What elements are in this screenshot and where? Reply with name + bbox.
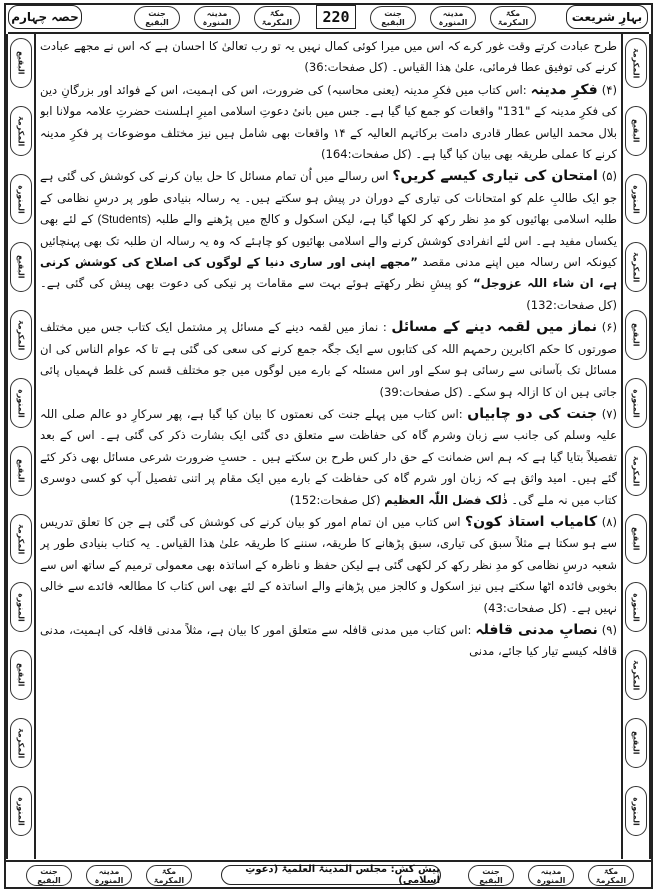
paragraph-body: :اس کتاب میں پہلے جنت کی نعمتوں کا بیان کیا گیا ہے، پھر سرکارِ دو عالم صلی اللہ علیہ وسلم کی جانب سے زبان وشرم گاہ کی حفاظت سے متعلق دی گئی ایک بشارت ذکر کی گئی ہے۔ اس کے بعد تفصیلاً بتایا گیا ہے کہ ہم اس ضمانت کے حق دار کس طرح بن سکتے ہیں ۔ حسبِ ضرورت شرعی مسائل بھی ذکر کئے گئے ہیں۔ امید واثق ہے کہ زبان اور شرم گاہ کی حفاظت کے بارے میں ایک مقام پر اتنی تفصیل آپ کو کسی دوسری کتاب میں نہ ملے گی۔ — [40, 406, 617, 507]
side-ornament: المنورہ — [625, 582, 647, 632]
footer-badge: مدینہ المنورہ — [528, 865, 574, 886]
paragraph-body-2: کے لئے بھی یکساں مفید ہے۔ اس لئے انفرادی کوشش کرنے والے اسلامی بھائیوں کو چاہئے کہ وہ یہ رسالہ ان طلبہ تک بھی پہنچائیں کیونکہ اس رسالہ میں اپنے مدنی مقصد — [40, 212, 617, 270]
side-ornament: البقیع — [10, 446, 32, 496]
footer-badge: مدینہ المنورہ — [86, 865, 132, 886]
entry-number: (۵) — [601, 169, 617, 184]
book-entry-luqma — [40, 317, 617, 403]
side-ornament: المکرمۃ — [625, 242, 647, 292]
entry-number: (۷) — [601, 406, 617, 421]
page-count: (کل صفحات:36) — [304, 60, 388, 75]
entry-heading: جنت کی دو چابیاں — [467, 405, 598, 422]
left-ornament-column — [6, 34, 36, 859]
footer-badge: مکۃ المکرمۃ — [588, 865, 634, 886]
paragraph-body: :اس کتاب میں فکرِ مدینہ (یعنی محاسبہ) کی ضرورت، اس کی اہمیت، اس کے فوائد اور بزرگانِ دین کی فکرِ مدینہ کے "131" واقعات کو جمع کیا گیا ہے۔ جس میں بانیٔ دعوتِ اسلامی امیرِ اہلسنت حضرتِ علامہ مولانا ابو بلال محمد الیاس عطار قادری دامت برکاتہم العالیہ کے ۱۴ واقعات بھی شامل ہیں نیز مختلف موضوعات پر فکرِ مدینہ کرنے کا عملی طریقہ بھی بیان کیا گیا ہے۔ — [40, 82, 617, 162]
publisher-credit: پیش کش: مجلس المدینۃ العلمیۃ (دعوتِ اسلامی) — [221, 865, 441, 885]
book-entry-imtihan — [40, 166, 617, 316]
side-ornament: المکرمۃ — [10, 514, 32, 564]
header-badge: مدینہ المنورہ — [194, 6, 240, 30]
page-count: (کل صفحات:152) — [289, 492, 381, 507]
page-footer — [6, 860, 651, 887]
side-ornament: المنورہ — [10, 378, 32, 428]
paragraph-body: : نماز میں لقمہ دینے کے مسائل پر مشتمل ایک کتاب جس میں مختلف صورتوں کا حکم اکابرین رحمہم اللہ کی کتابوں سے ایک جگہ جمع کرنے کی سعی کی گئی ہے تا کہ عوام الناس کی ان مسائل تک بآسانی سے رسائی ہو سکے اور اس مسئلہ کے بارے میں لوگوں میں جو مختلف قسم کی غلط فہمیاں پائی جاتی ہیں ان کا ازالہ ہو سکے۔ — [40, 320, 617, 399]
page-count: (کل صفحات:132) — [526, 297, 617, 312]
side-ornament: المنورہ — [625, 378, 647, 428]
side-ornament: المنورہ — [625, 786, 647, 836]
entry-number: (۴) — [601, 82, 617, 97]
paragraph-body-3: کو پیشِ نظر رکھتے ہوئے بہت سے مقامات پر نیکی کی دعوت بھی پیش کی گئی ہے۔ — [40, 276, 469, 291]
emphasis-text: ”مجھے اپنی اور ساری دنیا کے لوگوں کی اصلاح کی کوشش کرنی ہے، ان شاء اللہ عزوجل“ — [40, 255, 617, 291]
side-ornament: البقیع — [10, 650, 32, 700]
side-ornament: البقیع — [625, 514, 647, 564]
footer-badge: جنت البقیع — [26, 865, 72, 886]
book-entry-kamyab-ustaz — [40, 512, 617, 619]
side-ornament: البقیع — [625, 718, 647, 768]
paragraph-body: طرح عبادت کرتے وقت غور کرے کہ اس میں میرا کوئی کمال نہیں یہ تو رب تعالیٰ کا احسان ہے کہ اس نے مجھے عبادت کرنے کی توفیق عطا فرمائی، علیٰ ھذا القیاس۔ — [40, 39, 617, 75]
side-ornament: المکرمۃ — [10, 106, 32, 156]
footer-badge: جنت البقیع — [468, 865, 514, 886]
side-ornament: البقیع — [625, 106, 647, 156]
page-count: (کل صفحات:164) — [320, 147, 412, 162]
page-content — [40, 36, 617, 856]
side-ornament: المکرمۃ — [625, 38, 647, 88]
right-ornament-column — [621, 34, 651, 859]
side-ornament: البقیع — [10, 38, 32, 88]
paragraph-continuation — [40, 36, 617, 79]
side-ornament: المنورہ — [10, 786, 32, 836]
entry-heading: فکرِ مدینہ — [530, 81, 598, 98]
header-badge: مکۃ المکرمۃ — [490, 6, 536, 30]
page-count: (کل صفحات:39) — [379, 384, 463, 399]
book-entry-nisab-madani-qafila — [40, 620, 617, 663]
side-ornament: البقیع — [10, 242, 32, 292]
entry-number: (۸) — [601, 514, 617, 529]
side-ornament: البقیع — [625, 310, 647, 360]
page-header — [6, 5, 651, 31]
side-ornament: المکرمۃ — [10, 718, 32, 768]
entry-heading: کامیاب استاذ کون؟ — [465, 513, 598, 530]
side-ornament: المنورہ — [10, 582, 32, 632]
header-rule — [8, 32, 649, 34]
side-ornament: المکرمۃ — [10, 310, 32, 360]
entry-heading: نماز میں لقمہ دینے کے مسائل — [391, 319, 598, 336]
header-badge: مکۃ المکرمۃ — [254, 6, 300, 30]
header-badge: جنت البقیع — [134, 6, 180, 30]
book-entry-jannat-ki-chabiyan — [40, 404, 617, 511]
paragraph-body: اس رسالے میں اُن تمام مسائل کا حل بیان کرنے کی کوشش کی گئی ہے جو ایک طالبِ علم کو امتحانات کی تیاری کے دوران در پیش ہو سکتے ہیں۔ یہ رسالہ بنیادی طور پر درسِ نظامی کے طلبہ اسلامی بھائیوں کو مدِ نظر رکھ کر لکھا گیا ہے، لیکن اسکول و کالج میں پڑھنے والے طلبہ — [40, 169, 617, 227]
emphasis-text: ذٰلک فضل اللّٰہ العظیم — [384, 492, 508, 507]
book-title: بہارِ شریعت — [566, 5, 648, 29]
book-entry-fikr-e-madina — [40, 80, 617, 166]
paragraph-body: اس کتاب میں ان تمام امور کو بیان کرنے کی کوشش کی گئی ہے جن کا تعلق تدریس سے ہو سکتا ہے مثلاً سبق کی تیاری، سبق پڑھانے کا طریقہ، سننے کا طریقہ علیٰ ھذا القیاس۔ یہ کتاب بنیادی طور پر شعبہ درسِ نظامی کو مدِ نظر رکھ کر لکھی گئی ہے لیکن حفظ و ناظرہ کے اساتذہ بھی معمولی ترمیم کے ساتھ اس سے بخوبی فائدہ اٹھا سکتے ہیں نیز اسکول و کالجز میں پڑھانے والے اساتذہ کے لئے بھی اس کتاب کا مطالعہ فائدے سے خالی نہیں ہے۔ — [40, 514, 617, 615]
page-number: 220 — [316, 5, 356, 29]
part-title: حصہ چہارم — [8, 5, 82, 29]
paragraph-body: :اس کتاب میں مدنی قافلہ سے متعلق امور کا بیان ہے، مثلاً مدنی قافلہ کی اہمیت، مدنی قافلہ کیسے تیار کیا جائے، مدنی — [40, 622, 617, 659]
header-badge: مدینہ المنورہ — [430, 6, 476, 30]
side-ornament: المکرمۃ — [625, 446, 647, 496]
footer-badge: مکۃ المکرمۃ — [146, 865, 192, 886]
entry-number: (۶) — [601, 320, 617, 335]
header-badge: جنت البقیع — [370, 6, 416, 30]
side-ornament: المنورہ — [10, 174, 32, 224]
english-term: (Students) — [97, 213, 151, 227]
entry-heading: امتحان کی تیاری کیسے کریں؟ — [392, 168, 598, 185]
entry-heading: نصابِ مدنی قافلہ — [475, 621, 598, 638]
side-ornament: المکرمۃ — [625, 650, 647, 700]
side-ornament: المنورہ — [625, 174, 647, 224]
page-count: (کل صفحات:43) — [483, 600, 567, 615]
entry-number: (۹) — [601, 622, 617, 637]
